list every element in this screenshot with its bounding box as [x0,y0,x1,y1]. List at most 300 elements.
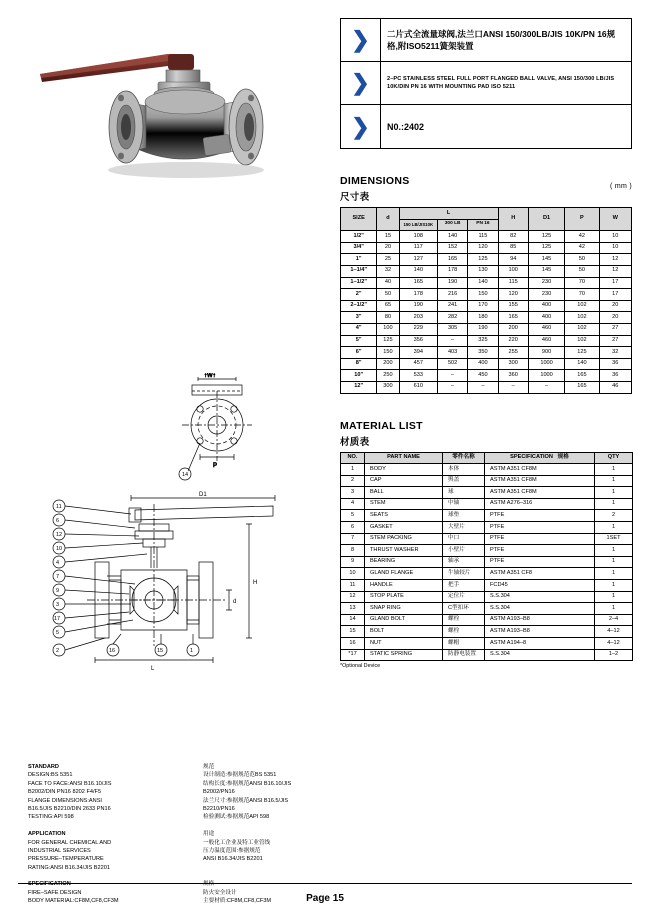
dim-cell-p: 165 [565,370,599,382]
spec-en-9: FOR GENERAL CHEMICAL AND [28,839,112,846]
dimensions-row [341,300,632,312]
mat-cell-cn: C型扣环 [443,603,485,615]
mat-cell-spec: ASTM A276–316 [485,498,595,510]
mat-cell-no: 16 [341,638,365,650]
dim-cell-p: 165 [565,381,599,393]
chevron-right-logo-icon-2: ❯ [341,62,381,104]
dim-cell-size: 3" [341,312,377,324]
title-row-main [341,19,631,62]
spec-cn-4: 法兰尺寸:参据规范ANSI B16.5/JIS [203,797,289,804]
dim-cell-l150: 356 [399,335,437,347]
dim-cell-pn16: 450 [468,370,498,382]
dim-label-l: L [151,666,155,672]
dim-cell-p: 102 [565,300,599,312]
spec-en-16: BODY MATERIAL:CF8M,CF8,CF3M [28,898,119,905]
dim-cell-d: 125 [377,335,399,347]
col-h: H [498,208,528,231]
balloon-15: 15 [157,648,164,654]
mat-cell-no: 14 [341,614,365,626]
mat-cell-qty: 4–12 [595,626,633,638]
mat-cell-name: CAP [365,475,443,487]
mat-cell-no: 11 [341,580,365,592]
mat-cell-cn: 牛轴较片 [443,568,485,580]
mat-cell-name: BEARING [365,556,443,568]
dim-cell-d: 50 [377,289,399,301]
mat-col-part-cn: 零件名称 [443,452,485,464]
spec-en-2: FACE TO FACE:ANSI B16.10/JIS [28,780,112,787]
spec-english-column [28,763,203,906]
dim-cell-pn16: 125 [468,254,498,266]
table-row [341,638,633,650]
model-number: N0.:2402 [387,121,425,132]
mat-cell-cn: 螺栓 [443,626,485,638]
dim-cell-l150: 127 [399,254,437,266]
mat-cell-name: GLAND BOLT [365,614,443,626]
mat-cell-spec: PTFE [485,510,595,522]
dim-cell-d1: 145 [528,265,564,277]
mat-col-spec-cn: 规格 [557,454,569,460]
dim-cell-l150: 610 [399,381,437,393]
balloon-2: 2 [56,648,60,654]
dim-cell-l150: 165 [399,277,437,289]
mat-cell-spec: PTFE [485,522,595,534]
dim-cell-h: 360 [498,370,528,382]
dim-cell-size: 1/2" [341,231,377,243]
dim-cell-h: 155 [498,300,528,312]
dim-cell-w: 27 [599,323,631,335]
dimensions-row [341,265,632,277]
dim-cell-l150: 533 [399,370,437,382]
mat-cell-name: BOLT [365,626,443,638]
dim-cell-p: 42 [565,231,599,243]
mat-cell-no: 5 [341,510,365,522]
mat-cell-name: GASKET [365,522,443,534]
dim-cell-d1: 145 [528,254,564,266]
dim-cell-d: 20 [377,242,399,254]
dimensions-row [341,358,632,370]
col-l-300: 300 LB [437,219,467,231]
dimensions-header-row-1 [341,208,632,220]
mat-cell-name: SEATS [365,510,443,522]
mat-cell-qty: 1 [595,556,633,568]
balloon-5: 5 [56,630,60,636]
dim-cell-size: 1–1/2" [341,277,377,289]
dim-cell-l150: 117 [399,242,437,254]
mat-cell-cn: 中口 [443,533,485,545]
mat-cell-name: STATIC SPRING [365,649,443,661]
col-d: d [377,208,399,231]
dim-cell-pn16: 140 [468,277,498,289]
mat-col-no: NO. [341,452,365,464]
right-flange-photo [224,89,263,165]
balloon-12: 12 [56,532,63,538]
mat-col-spec [485,452,595,464]
mat-cell-qty: 1 [595,475,633,487]
dim-cell-h: 82 [498,231,528,243]
dimensions-row [341,254,632,266]
table-row [341,464,633,476]
dim-cell-l300: 216 [437,289,467,301]
spec-cn-2: 结构长度:参据规范ANSI B16.10/JIS [203,780,292,787]
spec-cn-3: B2002/PN16 [203,789,235,796]
table-row [341,475,633,487]
mat-cell-no: 10 [341,568,365,580]
dim-cell-p: 102 [565,335,599,347]
dim-cell-l150: 190 [399,300,437,312]
mat-cell-no: 9 [341,556,365,568]
dim-cell-d1: 125 [528,231,564,243]
spec-cn-9: 一般化工企业及特工业管线 [203,839,271,846]
balloon-6: 6 [56,518,60,524]
balloon-4: 4 [56,560,60,566]
dim-cell-w: 17 [599,277,631,289]
dim-cell-w: 20 [599,300,631,312]
dimensions-row [341,231,632,243]
spec-en-1: DESIGN:BS 5351 [28,772,73,779]
mat-cell-qty: 1 [595,580,633,592]
dim-cell-l300: – [437,370,467,382]
mat-cell-cn: 本体 [443,464,485,476]
spec-en-5: B16.5/JIS B2210/DIN 2633 PN16 [28,805,111,812]
dim-label-d: d [233,599,237,605]
balloon-9: 9 [56,588,60,594]
spec-cn-15: 防火安全设计 [203,889,237,896]
dim-cell-d: 15 [377,231,399,243]
dim-cell-l300: 403 [437,347,467,359]
balloon-3: 3 [56,602,60,608]
mat-col-part-en: PART NAME [365,452,443,464]
mat-cell-qty: 4–12 [595,638,633,650]
dim-cell-p: 102 [565,323,599,335]
balloon-10: 10 [56,546,63,552]
dim-cell-l150: 457 [399,358,437,370]
spec-en-11: PRESSURE–TEMPERATURE [28,856,104,863]
dim-cell-pn16: – [468,381,498,393]
mat-cell-qty: 1 [595,498,633,510]
left-flange-photo [109,91,146,163]
spec-en-3: B2002/DIN PN16 8202 F4/F5 [28,789,102,796]
materials-heading [340,420,632,448]
mat-cell-spec: ASTM A351 CF8M [485,487,595,499]
dim-cell-d1: 1000 [528,370,564,382]
dim-cell-w: 27 [599,335,631,347]
mat-cell-cn: 球 [443,487,485,499]
spec-en-8: APPLICATION [28,831,66,838]
dim-cell-d1: 400 [528,300,564,312]
dim-cell-l300: 190 [437,277,467,289]
dim-cell-h: 300 [498,358,528,370]
dim-cell-l300: 178 [437,265,467,277]
dim-cell-pn16: 130 [468,265,498,277]
mat-cell-spec: S.S.304 [485,649,595,661]
spec-cn-1: 设计制造:参据规范范BS 5351 [203,772,277,779]
sectional-drawing [43,488,313,688]
table-row [341,568,633,580]
mat-cell-qty: 1 [595,568,633,580]
mat-col-spec-en: SPECIFICATION [510,454,553,460]
right-column [340,18,632,669]
mat-cell-no: 12 [341,591,365,603]
mat-cell-cn: 大壁片 [443,522,485,534]
dimensions-heading [340,175,632,203]
dim-cell-d: 32 [377,265,399,277]
mat-cell-cn: 小壁片 [443,545,485,557]
dim-cell-h: 115 [498,277,528,289]
dim-cell-d: 80 [377,312,399,324]
dimensions-row [341,289,632,301]
svg-text:↑W↑: ↑W↑ [204,373,216,379]
balloon-1: 1 [190,648,194,654]
mounting-pad-drawing [158,373,278,493]
dim-cell-l150: 394 [399,347,437,359]
chevron-right-logo-icon: ❯ [341,19,381,61]
dim-cell-d: 250 [377,370,399,382]
mat-cell-cn: 球垫 [443,510,485,522]
mat-cell-no: 7 [341,533,365,545]
dim-cell-d: 100 [377,323,399,335]
dim-cell-h: 100 [498,265,528,277]
dim-cell-p: 70 [565,277,599,289]
dim-cell-l300: 282 [437,312,467,324]
dim-cell-pn16: 150 [468,289,498,301]
dim-cell-w: 46 [599,381,631,393]
dim-cell-d1: 400 [528,312,564,324]
mat-cell-spec: PTFE [485,545,595,557]
dimensions-row [341,323,632,335]
mat-cell-cn: 中轴 [443,498,485,510]
spec-cn-8: 用途 [203,831,215,838]
mat-cell-name: SNAP RING [365,603,443,615]
dim-cell-d1: 230 [528,277,564,289]
col-p: P [565,208,599,231]
materials-heading-cn: 材质表 [340,436,370,448]
dim-cell-h: 200 [498,323,528,335]
spec-cn-16: 主要材质:CF8M,CF8,CF3M [203,898,272,905]
dim-cell-p: 50 [565,265,599,277]
dim-cell-d: 40 [377,277,399,289]
dimensions-row [341,335,632,347]
dim-cell-pn16: 170 [468,300,498,312]
dim-cell-size: 6" [341,347,377,359]
dim-cell-size: 1–1/4" [341,265,377,277]
mat-cell-qty: 1 [595,487,633,499]
mat-cell-qty: 2 [595,510,633,522]
dim-cell-p: 125 [565,347,599,359]
dim-cell-l150: 108 [399,231,437,243]
materials-header-row [341,452,633,464]
spec-cn-5: B2210/PN16 [203,805,235,812]
dim-cell-l300: – [437,335,467,347]
dim-cell-l300: 502 [437,358,467,370]
table-row [341,614,633,626]
title-row-en [341,62,631,105]
spec-en-15: FIRE–SAFE DESIGN [28,889,82,896]
dim-cell-w: 10 [599,231,631,243]
mat-cell-no: *17 [341,649,365,661]
dimensions-row [341,381,632,393]
mat-cell-no: 3 [341,487,365,499]
table-row [341,580,633,592]
dim-cell-size: 3/4" [341,242,377,254]
title-row-model [341,105,631,148]
dim-cell-size: 10" [341,370,377,382]
mat-cell-cn: 轴承 [443,556,485,568]
mat-cell-name: GLAND FLANGE [365,568,443,580]
chevron-right-logo-icon-3: ❯ [341,105,381,148]
dim-cell-d1: 900 [528,347,564,359]
svg-text:P: P [213,463,218,469]
mat-cell-no: 4 [341,498,365,510]
mat-cell-name: BODY [365,464,443,476]
spec-chinese-column [203,763,323,906]
dim-cell-p: 102 [565,312,599,324]
table-row [341,522,633,534]
dim-cell-size: 1" [341,254,377,266]
table-row [341,510,633,522]
spec-cn-6: 检验测试:参据规范API 598 [203,814,270,821]
footer-divider [18,883,632,884]
spec-en-12: RATING:ANSI B16.34/JIS B2201 [28,864,110,871]
dim-cell-l300: 165 [437,254,467,266]
mat-cell-no: 13 [341,603,365,615]
dim-cell-d1: 1000 [528,358,564,370]
col-l: L [399,208,498,220]
mat-cell-name: HANDLE [365,580,443,592]
spec-cn-11: ANSI B16.34/JIS B2201 [203,856,263,863]
dim-cell-d: 150 [377,347,399,359]
mat-cell-cn: 舆盖 [443,475,485,487]
mat-cell-name: BALL [365,487,443,499]
mat-cell-qty: 1–2 [595,649,633,661]
dim-cell-h: 220 [498,335,528,347]
mat-cell-no: 8 [341,545,365,557]
mat-cell-name: STEM [365,498,443,510]
table-row [341,626,633,638]
col-w: W [599,208,631,231]
mat-cell-name: NUT [365,638,443,650]
mat-cell-cn: 把手 [443,580,485,592]
table-row [341,649,633,661]
dim-cell-l150: 203 [399,312,437,324]
dim-cell-w: 10 [599,242,631,254]
mat-cell-no: 6 [341,522,365,534]
dim-cell-h: – [498,381,528,393]
balloon-11: 11 [56,504,62,510]
valve-photo [18,18,328,223]
mat-cell-cn: 螺栓 [443,614,485,626]
mat-cell-spec: ASTM A194–8 [485,638,595,650]
dim-cell-pn16: 350 [468,347,498,359]
dim-cell-d: 65 [377,300,399,312]
dim-cell-w: 36 [599,370,631,382]
dim-cell-d1: – [528,381,564,393]
page-number: Page 15 [306,893,344,904]
table-row [341,545,633,557]
dim-cell-d1: 125 [528,242,564,254]
mat-cell-spec: ASTM A351 CF8 [485,568,595,580]
table-row [341,603,633,615]
table-row [341,591,633,603]
spec-en-6: TESTING:API 598 [28,814,74,821]
dim-cell-l300: 140 [437,231,467,243]
mat-cell-qty: 1 [595,545,633,557]
balloon-16: 16 [109,648,116,654]
mat-cell-cn: 螺帽 [443,638,485,650]
dim-cell-pn16: 180 [468,312,498,324]
mat-col-qty: QTY [595,452,633,464]
dim-cell-size: 4" [341,323,377,335]
dimensions-row [341,242,632,254]
dim-cell-l300: – [437,381,467,393]
dim-label-d1: D1 [199,492,207,498]
dim-cell-d: 300 [377,381,399,393]
dimensions-heading-cn: 尺寸表 [340,192,370,203]
dim-cell-l300: 241 [437,300,467,312]
dim-cell-w: 12 [599,265,631,277]
balloon-17: 17 [54,616,61,622]
col-d1: D1 [528,208,564,231]
dimensions-table [340,207,632,394]
spec-en-4: FLANGE DIMENSIONS:ANSI [28,797,102,804]
material-list-table [340,452,633,662]
dim-cell-d1: 460 [528,323,564,335]
spec-cn-14: 规格 [203,881,215,888]
dim-cell-l150: 229 [399,323,437,335]
dim-cell-l300: 152 [437,242,467,254]
dim-cell-pn16: 325 [468,335,498,347]
dim-cell-d1: 230 [528,289,564,301]
dim-cell-l150: 178 [399,289,437,301]
spec-en-10: INDUSTRIAL SERVICES [28,847,91,854]
dim-cell-pn16: 120 [468,242,498,254]
product-title-en: 2–PC STAINLESS STEEL FULL PORT FLANGED BALL VALVE, ANSI 150/300 LB/JIS 10K/DIN PN 16 WITH MOUNTING PAD ISO 5211 [387,75,615,90]
dim-cell-pn16: 190 [468,323,498,335]
dim-cell-p: 140 [565,358,599,370]
mat-cell-qty: 1 [595,603,633,615]
spec-en-0: STANDARD [28,764,59,770]
dimensions-heading-en: DIMENSIONS [340,175,410,187]
mat-cell-no: 1 [341,464,365,476]
col-l-150: 150 LB/JIS10K [399,219,437,231]
spec-cn-10: 压力温度范围:参据规范 [203,847,261,854]
dim-cell-p: 50 [565,254,599,266]
mat-cell-spec: ASTM A193–B8 [485,626,595,638]
dim-cell-size: 12" [341,381,377,393]
dim-cell-h: 255 [498,347,528,359]
dimensions-row [341,312,632,324]
mat-cell-qty: 1 [595,591,633,603]
mat-cell-spec: ASTM A193–B8 [485,614,595,626]
balloon-7: 7 [56,574,60,580]
mat-cell-qty: 1 [595,522,633,534]
table-row [341,556,633,568]
mat-cell-spec: FCD45 [485,580,595,592]
mat-cell-spec: ASTM A351 CF8M [485,464,595,476]
spec-cn-0: 规范 [203,764,215,770]
dim-cell-d: 200 [377,358,399,370]
table-row [341,498,633,510]
dim-label-h: H [253,580,258,586]
mat-cell-qty: 1SET [595,533,633,545]
dimensions-unit: ( mm ) [609,183,632,190]
balloon-14: 14 [182,472,189,478]
mat-cell-qty: 2–4 [595,614,633,626]
dim-cell-w: 36 [599,358,631,370]
dim-cell-d: 25 [377,254,399,266]
mat-cell-qty: 1 [595,464,633,476]
optional-device-note: *Optional Device [340,663,381,670]
dim-cell-p: 42 [565,242,599,254]
